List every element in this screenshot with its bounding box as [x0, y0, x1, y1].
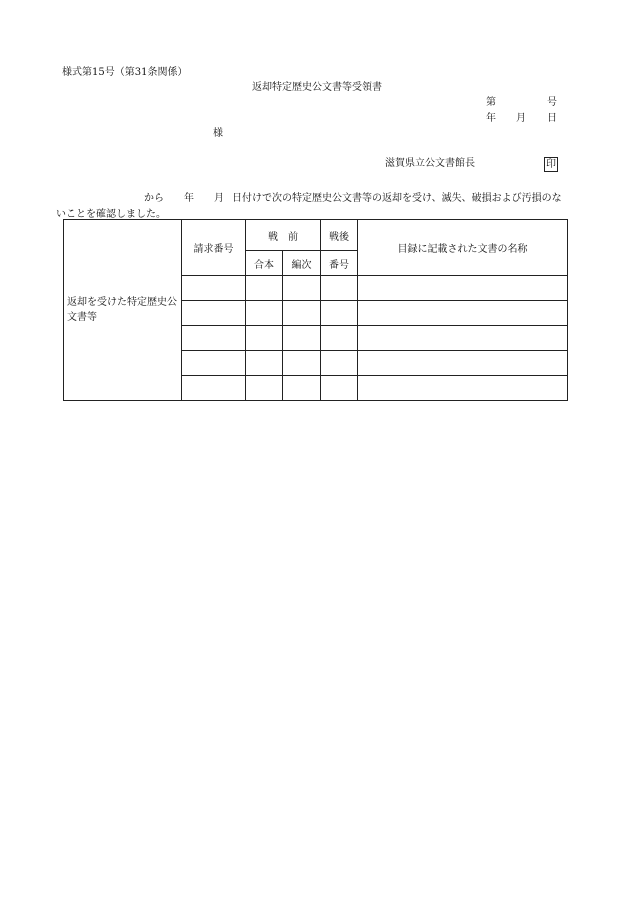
header-edition: 編次 — [283, 251, 321, 276]
cell-volume[interactable] — [246, 276, 283, 301]
cell-edition[interactable] — [283, 276, 321, 301]
header-document-name: 目録に記載された文書の名称 — [358, 220, 568, 276]
cell-number[interactable] — [321, 326, 358, 351]
issuer-name: 滋賀県立公文書館長 — [385, 158, 475, 169]
cell-document-name[interactable] — [358, 376, 568, 401]
row-label-cell: 返却を受けた特定歴史公文書等 — [64, 220, 182, 401]
body-text-1: 日付けで次の特定歴史公文書等の返却を受け、滅失、破損および汚損のな — [232, 193, 562, 204]
number-suffix: 号 — [547, 97, 557, 108]
form-number-label: 様式第15号（第31条関係） — [62, 67, 188, 78]
cell-request-number[interactable] — [182, 326, 246, 351]
cell-request-number[interactable] — [182, 276, 246, 301]
cell-number[interactable] — [321, 301, 358, 326]
cell-request-number[interactable] — [182, 351, 246, 376]
body-from: から — [144, 193, 164, 204]
number-prefix: 第 — [486, 97, 496, 108]
header-number: 番号 — [321, 251, 358, 276]
body-month: 月 — [214, 193, 224, 204]
header-prewar: 戦 前 — [246, 220, 321, 251]
cell-document-name[interactable] — [358, 276, 568, 301]
header-volume: 合本 — [246, 251, 283, 276]
returned-documents-table — [63, 219, 568, 401]
cell-request-number[interactable] — [182, 376, 246, 401]
body-year: 年 — [184, 193, 194, 204]
cell-number[interactable] — [321, 376, 358, 401]
cell-document-name[interactable] — [358, 351, 568, 376]
cell-volume[interactable] — [246, 326, 283, 351]
cell-edition[interactable] — [283, 301, 321, 326]
cell-edition[interactable] — [283, 376, 321, 401]
cell-request-number[interactable] — [182, 301, 246, 326]
date-year: 年 — [486, 113, 496, 124]
cell-number[interactable] — [321, 276, 358, 301]
cell-edition[interactable] — [283, 326, 321, 351]
header-postwar: 戦後 — [321, 220, 358, 251]
seal-mark: 印 — [546, 159, 556, 170]
cell-document-name[interactable] — [358, 326, 568, 351]
date-day: 日 — [547, 113, 557, 124]
cell-volume[interactable] — [246, 351, 283, 376]
cell-edition[interactable] — [283, 351, 321, 376]
addressee-suffix: 様 — [213, 128, 223, 139]
document-title: 返却特定歴史公文書等受領書 — [252, 82, 382, 93]
cell-volume[interactable] — [246, 301, 283, 326]
date-month: 月 — [516, 113, 526, 124]
cell-number[interactable] — [321, 351, 358, 376]
body-text-2: いことを確認しました。 — [56, 209, 166, 220]
cell-volume[interactable] — [246, 376, 283, 401]
header-request-number: 請求番号 — [182, 220, 246, 276]
cell-document-name[interactable] — [358, 301, 568, 326]
